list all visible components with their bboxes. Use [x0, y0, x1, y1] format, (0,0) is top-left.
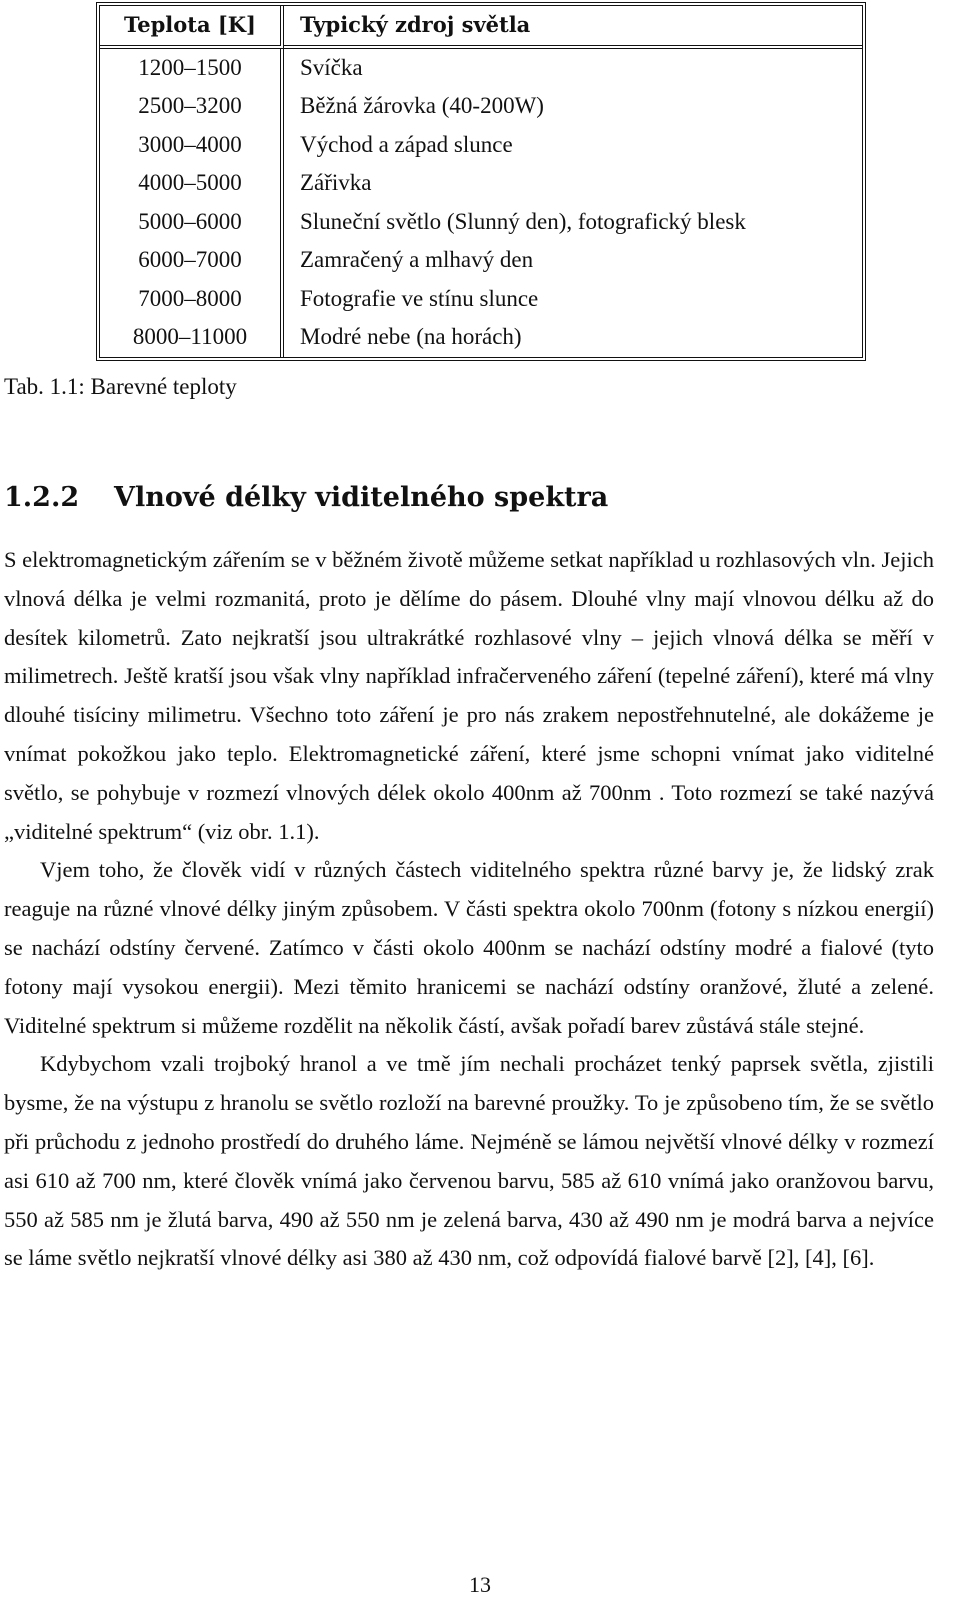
source-cell: Zářivka — [300, 170, 372, 195]
source-cell: Modré nebe (na horách) — [300, 324, 522, 349]
temperature-cell: 7000–8000 — [100, 280, 284, 319]
table-row — [100, 280, 862, 319]
color-temperature-table — [96, 2, 866, 361]
table-row — [100, 126, 862, 165]
table-row — [100, 241, 862, 280]
section-number: 1.2.2 — [4, 482, 80, 513]
header-temperature: Teplota [K] — [100, 6, 284, 49]
table-row — [100, 203, 862, 242]
section-title: Vlnové délky viditelného spektra — [114, 482, 609, 513]
paragraph: Kdybychom vzali trojboký hranol a ve tmě jím nechali procházet tenký paprsek světla, zjistili bysme, že na výstupu z hranolu se světlo rozloží na barevné proužky. To je způsobeno tím, že se světlo při průchodu z jednoho prostředí do druhého láme. Nejméně se lámou největší vlnové délky v rozmezí asi 610 až 700 nm, které člověk vnímá jako červenou barvu, 585 až 610 vnímá jako oranžovou barvu, 550 až 585 nm je žlutá barva, 490 až 550 nm je zelená barva, 430 až 490 nm je modrá barva a nejvíce se láme světlo nejkratší vlnové délky asi 380 až 430 nm, což odpovídá fialové barvě [2], [4], [6]. — [4, 1051, 934, 1271]
temperature-cell: 5000–6000 — [100, 203, 284, 242]
table-row — [100, 87, 862, 126]
source-cell: Fotografie ve stínu slunce — [300, 285, 539, 311]
table-row — [100, 49, 862, 88]
paragraph: S elektromagnetickým zářením se v běžném životě můžeme setkat například u rozhlasových vln. Jejich vlnová délka je velmi rozmanitá, proto je dělíme do pásem. Dlouhé vlny mají vlnovou délku až do desítek kilometrů. Zato nejkratší jsou ultrakrátké rozhlasové vlny – jejich vlnová délka se měří v milimetrech. Ještě kratší jsou však vlny například infračerveného záření (tepelné záření), které má vlny dlouhé tisíciny milimetru. Všechno toto záření je pro nás zrakem nepostřehnutelné, ale dokážeme je vnímat pokožkou jako teplo. Elektromagnetické záření, které jsme schopni vnímat jako viditelné světlo, se pohybuje v rozmezí vlnových délek okolo 400nm až 700nm . Toto rozmezí se také nazývá „viditelné spektrum“ (viz obr. 1.1). — [4, 547, 934, 844]
temperature-cell: 4000–5000 — [100, 164, 284, 203]
header-light-source: Typický zdroj světla — [284, 6, 862, 49]
temperature-cell: 8000–11000 — [100, 318, 284, 357]
body-text — [4, 541, 934, 1278]
source-cell: Zamračený a mlhavý den — [300, 247, 534, 272]
table-header-row — [100, 6, 862, 49]
table-row — [100, 318, 862, 357]
source-cell: Běžná žárovka (40-200W) — [300, 93, 544, 118]
table-row — [100, 164, 862, 203]
source-cell: Východ a západ slunce — [300, 131, 513, 157]
temperature-cell: 1200–1500 — [100, 49, 284, 88]
source-cell: Svíčka — [300, 54, 363, 80]
temperature-cell: 6000–7000 — [100, 241, 284, 280]
source-cell: Sluneční světlo (Slunný den), fotografický blesk — [300, 208, 746, 234]
section-heading — [4, 482, 608, 513]
page-number: 13 — [469, 1572, 491, 1597]
temperature-cell: 3000–4000 — [100, 126, 284, 165]
temperature-cell: 2500–3200 — [100, 87, 284, 126]
paragraph: Vjem toho, že člověk vidí v různých částech viditelného spektra různé barvy je, že lidský zrak reaguje na různé vlnové délky jiným způsobem. V části spektra okolo 700nm (fotony s nízkou energií) se nachází odstíny červené. Zatímco v části okolo 400nm se nachází odstíny modré a fialové (tyto fotony mají vysokou energii). Mezi těmito hranicemi se nachází odstíny oranžové, žluté a zelené. Viditelné spektrum si můžeme rozdělit na několik částí, avšak pořadí barev zůstává stále stejné. — [4, 857, 934, 1038]
table-caption: Tab. 1.1: Barevné teploty — [4, 374, 237, 399]
color-temperature-table-wrapper — [96, 2, 866, 361]
